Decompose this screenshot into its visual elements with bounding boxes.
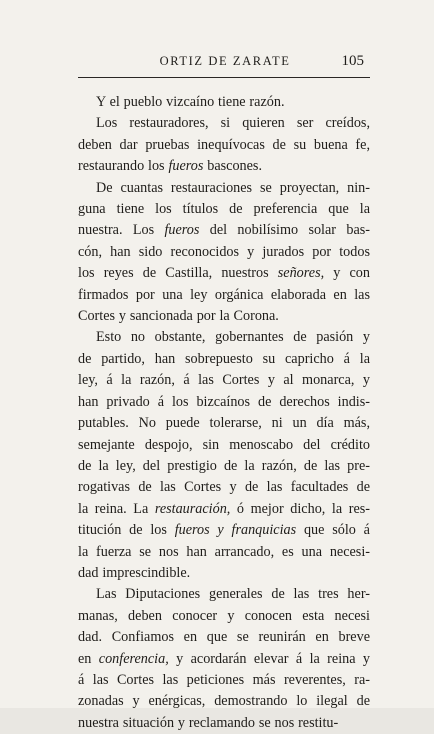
text-run: y acordarán elevar á la reina y xyxy=(168,650,370,667)
text-line xyxy=(78,392,370,413)
text-run: firmados por una ley orgánica elaborada en las xyxy=(78,286,370,303)
text-line xyxy=(78,435,370,456)
text-run: á las Cortes las peticiones más reverentes, ra- xyxy=(78,671,370,688)
text-run: nuestra situación y reclamando se nos restitu- xyxy=(78,714,339,731)
text-run: bascones. xyxy=(203,158,262,175)
body-text xyxy=(78,92,370,734)
text-run: dad. Confiamos en que se reunirán en breve xyxy=(78,629,370,646)
text-run: nuestra. Los xyxy=(78,222,165,239)
text-run: dad imprescindible. xyxy=(78,564,191,581)
running-head xyxy=(80,51,370,73)
text-run: Las Diputaciones generales de las tres her- xyxy=(96,586,370,603)
italic-text: señores, xyxy=(277,265,325,282)
text-line xyxy=(78,220,370,241)
text-run: semejante despojo, sin menoscabo del crédito xyxy=(78,436,370,453)
text-line xyxy=(78,135,370,156)
text-line xyxy=(78,606,370,627)
text-line xyxy=(78,542,370,563)
text-run: zonadas y enérgicas, demostrando lo ilegal de xyxy=(78,693,370,710)
page-number: 105 xyxy=(341,53,364,69)
text-run: cón, han sido reconocidos y jurados por todos xyxy=(78,243,370,260)
italic-text: fueros xyxy=(164,222,200,239)
text-run: putables. No puede tolerarse, ni un día más, xyxy=(78,415,370,432)
text-line xyxy=(78,306,370,327)
text-line xyxy=(78,327,370,348)
text-run: de la ley, del prestigio de la razón, de las pre- xyxy=(78,457,370,474)
text-line xyxy=(78,499,370,520)
italic-text: restauración, xyxy=(154,500,231,517)
text-run: restaurando los xyxy=(78,158,169,175)
text-line xyxy=(78,627,370,648)
italic-text: fueros y franquicias xyxy=(174,522,297,539)
text-line xyxy=(78,563,370,584)
text-run: la fuerza se nos han arrancado, es una necesi- xyxy=(78,543,370,560)
text-line xyxy=(78,199,370,220)
text-run: Y el pueblo vizcaíno tiene razón. xyxy=(96,94,285,110)
text-run: los reyes de Castilla, nuestros xyxy=(78,265,278,282)
text-run: De cuantas restauraciones se proyectan, nin- xyxy=(96,179,370,196)
text-run: en xyxy=(78,650,99,667)
text-run: la reina. La xyxy=(78,500,155,517)
text-line xyxy=(78,370,370,391)
italic-text: conferencia, xyxy=(98,650,169,667)
text-run: rogativas de las Cortes y de las facultades de xyxy=(78,479,370,496)
text-run: Los restauradores, si quieren ser creídos, xyxy=(96,115,370,132)
text-line xyxy=(78,92,370,113)
text-line xyxy=(78,263,370,284)
text-run: manas, deben conocer y conocen esta necesi xyxy=(78,607,370,624)
text-line xyxy=(78,349,370,370)
text-line xyxy=(78,456,370,477)
text-line xyxy=(78,520,370,541)
text-run: del nobilísimo solar bas- xyxy=(199,222,370,239)
text-run: ley, á la razón, á las Cortes y al monarca, y xyxy=(78,372,370,389)
text-line xyxy=(78,649,370,670)
text-line xyxy=(78,477,370,498)
text-run: Esto no obstante, gobernantes de pasión y xyxy=(96,329,370,346)
text-run: que sólo á xyxy=(296,522,370,539)
italic-text: fueros xyxy=(168,158,204,175)
text-line xyxy=(78,670,370,691)
text-run: guna tiene los títulos de preferencia que la xyxy=(78,201,370,218)
text-run: Cortes y sancionada por la Corona. xyxy=(78,308,279,325)
running-title: ORTIZ DE ZARATE xyxy=(159,54,291,68)
text-run: deben dar pruebas inequívocas de su buena fe, xyxy=(78,136,370,153)
text-run: y con xyxy=(324,265,370,282)
text-line xyxy=(78,285,370,306)
text-line xyxy=(78,178,370,199)
text-line xyxy=(78,113,370,134)
text-line xyxy=(78,584,370,605)
text-run: de partido, han sobrepuesto su capricho á la xyxy=(78,350,370,367)
text-line xyxy=(78,691,370,712)
text-run: titución de los xyxy=(78,522,175,539)
text-line xyxy=(78,242,370,263)
text-run: han privado á los bizcaínos de derechos indis- xyxy=(78,393,370,410)
text-run: ó mejor dicho, la res- xyxy=(230,500,370,517)
header-rule xyxy=(78,77,370,78)
text-line xyxy=(78,156,370,177)
text-line xyxy=(78,713,370,734)
text-line xyxy=(78,413,370,434)
